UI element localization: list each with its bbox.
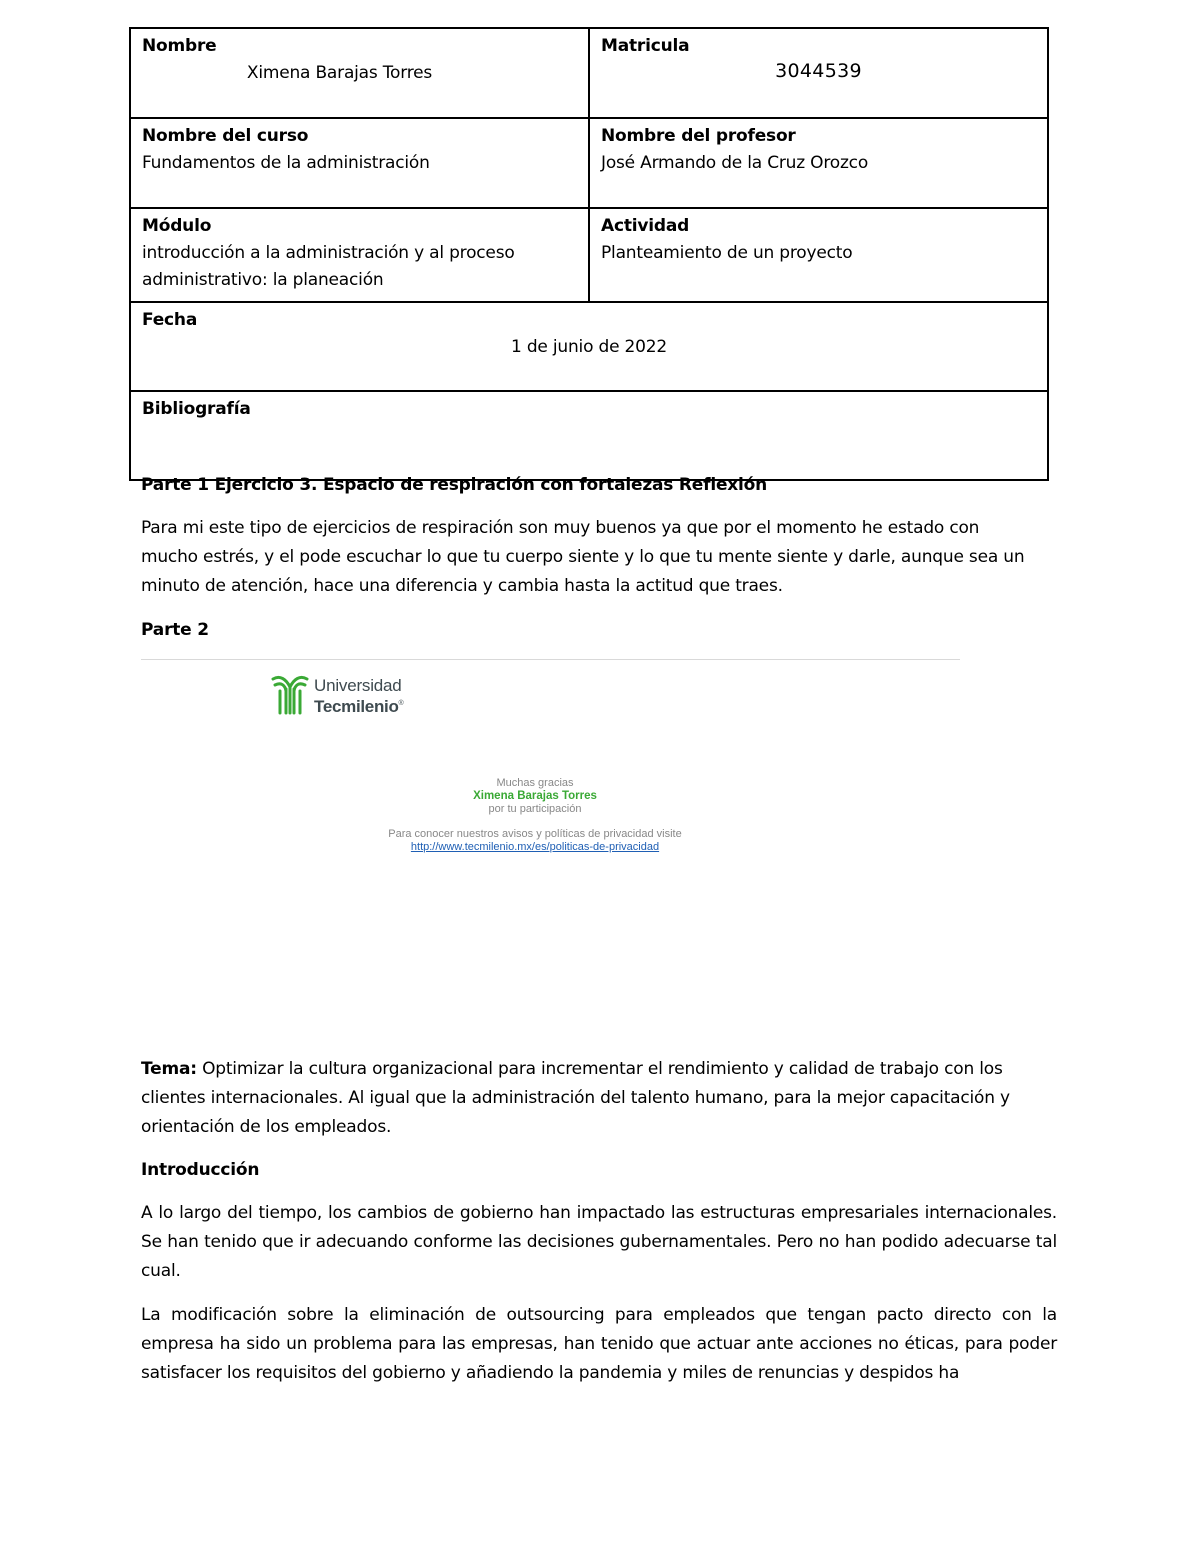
privacy-line: Para conocer nuestros avisos y políticas de privacidad visite (388, 828, 682, 840)
parte2-heading: Parte 2 (141, 620, 209, 640)
fecha-value: 1 de junio de 2022 (511, 337, 667, 357)
fecha-cell (130, 302, 1048, 391)
nombre-cell (130, 28, 589, 118)
logo-word-universidad: Universidad (314, 676, 402, 695)
nombre-value: Ximena Barajas Torres (246, 63, 433, 83)
tema-paragraph (141, 1055, 1051, 1142)
profesor-label: Nombre del profesor (601, 126, 796, 146)
nombre-label: Nombre (142, 36, 217, 56)
matricula-value: 3044539 (775, 60, 862, 82)
curso-label: Nombre del curso (142, 126, 309, 146)
fecha-label: Fecha (142, 310, 198, 330)
registered-mark: ® (398, 700, 404, 707)
tecmilenio-logo (270, 673, 420, 717)
matricula-label: Matricula (601, 36, 690, 56)
thanks-line: Muchas gracias (496, 777, 574, 789)
introduccion-heading: Introducción (141, 1160, 260, 1180)
participation-line: por tu participación (488, 803, 582, 815)
curso-cell (130, 118, 589, 208)
introduccion-paragraph-2: La modificación sobre la eliminación de outsourcing para empleados que tengan pacto directo con la empresa ha sido un problema para las empresas, han tenido que actuar ante acciones no éticas, para poder satisfacer los requisitos del gobierno y añadiendo la pandemia y miles de renuncias y despidos ha (141, 1305, 1057, 1383)
bibliografia-label: Bibliografía (142, 399, 251, 419)
participant-name: Ximena Barajas Torres (473, 790, 597, 802)
bibliografia-cell (130, 391, 1048, 480)
logo-tecmilenio-text: Tecmilenio (314, 697, 399, 716)
introduccion-paragraph-1: A lo largo del tiempo, los cambios de gobierno han impactado las estructuras empresariales internacionales. Se han tenido que ir adecuando conforme las decisiones gubernamentales. Pero no han podido adecuarse tal cual. (141, 1203, 1057, 1281)
tema-label: Tema: (141, 1059, 197, 1079)
parte1-paragraph: Para mi este tipo de ejercicios de respiración son muy buenos ya que por el momento he estado con mucho estrés, y el pode escuchar lo que tu cuerpo siente y lo que tu mente siente y darle, aunque sea un minuto de atención, hace una diferencia y cambia hasta la actitud que traes. (141, 518, 1025, 596)
actividad-cell (589, 208, 1048, 302)
curso-value: Fundamentos de la administración (142, 153, 430, 173)
matricula-cell (589, 28, 1048, 118)
thank-you-block (340, 777, 730, 854)
actividad-value: Planteamiento de un proyecto (601, 243, 853, 263)
modulo-label: Módulo (142, 216, 212, 236)
privacy-link[interactable]: http://www.tecmilenio.mx/es/politicas-de-privacidad (410, 841, 660, 853)
modulo-value: introducción a la administración y al proceso administrativo: la planeación (142, 243, 515, 290)
profesor-cell (589, 118, 1048, 208)
profesor-value: José Armando de la Cruz Orozco (601, 153, 869, 173)
tecmilenio-leaf-icon (270, 673, 310, 715)
parte1-heading: Parte 1 Ejercicio 3. Espacio de respiración con fortalezas Reflexión (141, 475, 768, 495)
spacer (340, 816, 730, 828)
divider (141, 659, 960, 660)
logo-word-tecmilenio (314, 694, 403, 717)
actividad-label: Actividad (601, 216, 690, 236)
student-info-table (129, 27, 1049, 481)
modulo-cell (130, 208, 589, 302)
tema-text: Optimizar la cultura organizacional para incrementar el rendimiento y calidad de trabajo con los clientes internacionales. Al igual que la administración del talento humano, para la mejor capacitación y orientación de los empleados. (141, 1059, 1010, 1137)
